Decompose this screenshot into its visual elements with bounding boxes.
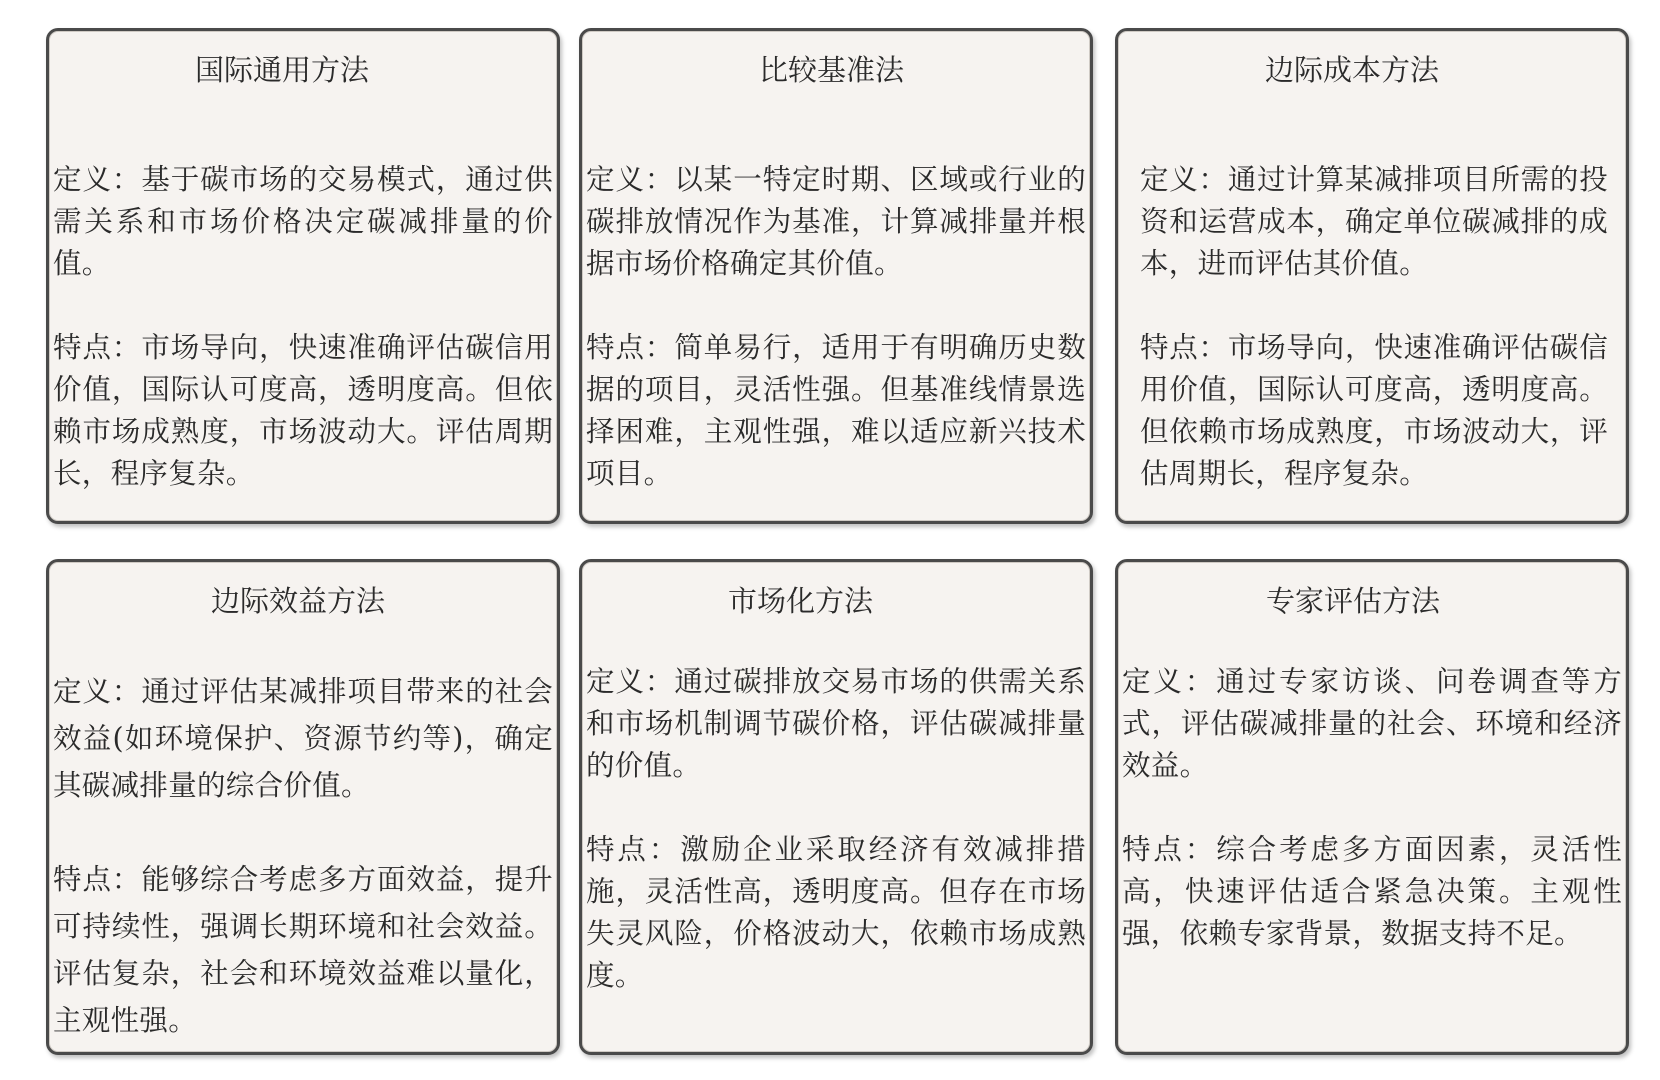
- card-title: 边际成本方法: [1265, 53, 1440, 87]
- card-definition: 定义：通过计算某减排项目所需的投资和运营成本，确定单位碳减排的成本，进而评估其价值。: [1140, 163, 1608, 280]
- card-title: 专家评估方法: [1266, 584, 1441, 618]
- method-card-marginal-cost: [1115, 28, 1629, 524]
- card-body: [53, 668, 553, 1044]
- card-features: 特点：能够综合考虑多方面效益，提升可持续性，强调长期环境和社会效益。评估复杂，社会和环境效益难以量化，主观性强。: [53, 863, 553, 1037]
- card-title: 边际效益方法: [211, 584, 386, 618]
- method-card-international: [46, 28, 560, 524]
- card-definition: 定义：基于碳市场的交易模式，通过供需关系和市场价格决定碳减排量的价值。: [53, 163, 553, 280]
- card-features: 特点：简单易行，适用于有明确历史数据的项目，灵活性强。但基准线情景选择困难，主观性强，难以适应新兴技术项目。: [586, 331, 1086, 490]
- card-definition: 定义：通过评估某减排项目带来的社会效益(如环境保护、资源节约等)，确定其碳减排量的综合价值。: [53, 675, 553, 802]
- method-card-marginal-benefit: [46, 559, 560, 1055]
- method-card-market: [579, 559, 1093, 1055]
- card-definition: 定义：以某一特定时期、区域或行业的碳排放情况作为基准，计算减排量并根据市场价格确定其价值。: [586, 163, 1086, 280]
- card-features: 特点：市场导向，快速准确评估碳信用价值，国际认可度高，透明度高。但依赖市场成熟度，市场波动大，评估周期长，程序复杂。: [1140, 331, 1608, 490]
- method-card-expert: [1115, 559, 1629, 1055]
- card-definition: 定义：通过碳排放交易市场的供需关系和市场机制调节碳价格，评估碳减排量的价值。: [586, 665, 1086, 782]
- card-title: 比较基准法: [759, 53, 905, 87]
- card-features: 特点：市场导向，快速准确评估碳信用价值，国际认可度高，透明度高。但依赖市场成熟度，市场波动大。评估周期长，程序复杂。: [53, 331, 553, 490]
- card-body: [53, 159, 553, 495]
- card-body: [1122, 661, 1622, 955]
- card-body: [1140, 159, 1608, 495]
- card-definition: 定义：通过专家访谈、问卷调查等方式，评估碳减排量的社会、环境和经济效益。: [1122, 665, 1622, 782]
- card-title: 市场化方法: [728, 584, 874, 618]
- card-body: [586, 661, 1086, 997]
- card-title: 国际通用方法: [195, 53, 370, 87]
- card-features: 特点：激励企业采取经济有效减排措施，灵活性高，透明度高。但存在市场失灵风险，价格波动大，依赖市场成熟度。: [586, 833, 1086, 992]
- method-card-baseline: [579, 28, 1093, 524]
- card-body: [586, 159, 1086, 495]
- card-features: 特点：综合考虑多方面因素，灵活性高，快速评估适合紧急决策。主观性强，依赖专家背景，数据支持不足。: [1122, 833, 1622, 950]
